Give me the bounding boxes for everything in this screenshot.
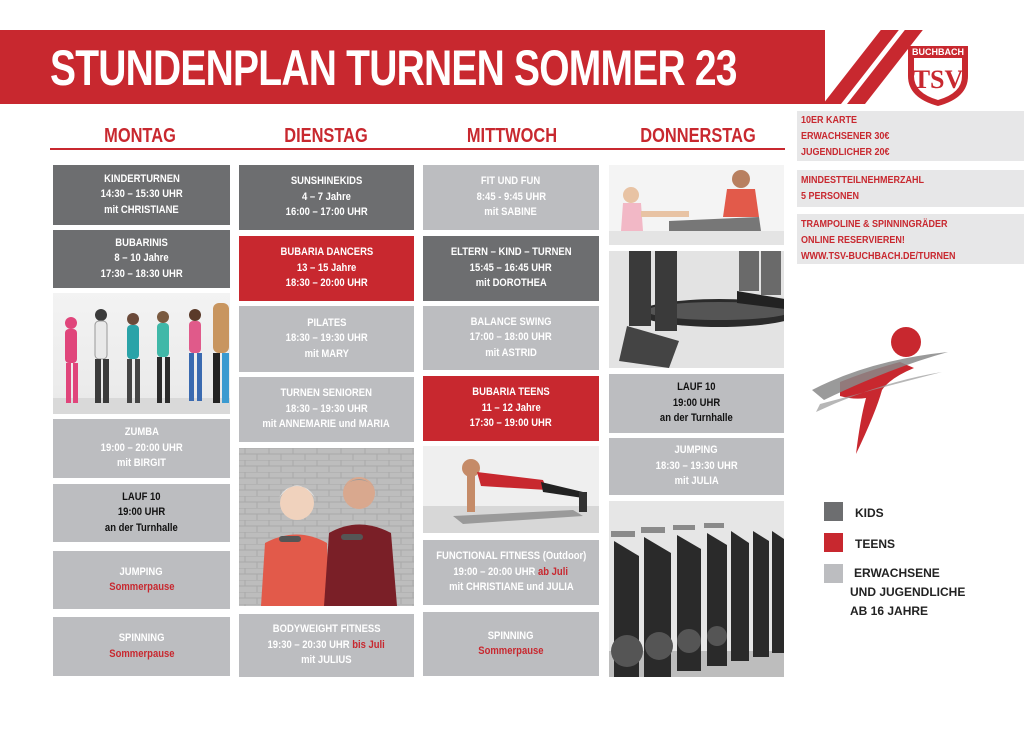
class-turnen-senioren: TURNEN SENIOREN 18:30 – 19:30 UHR mit ANNEMARIE und MARIA	[239, 377, 414, 442]
runner-figure	[810, 320, 950, 460]
legend-teens-swatch	[824, 533, 843, 552]
stretching-photo	[609, 165, 784, 245]
class-sunshinekids: SUNSHINEKIDS 4 – 7 Jahre 16:00 – 17:00 UHR	[239, 165, 414, 230]
seniors-photo	[239, 448, 414, 606]
class-balance-swing: BALANCE SWING 17:00 – 18:00 UHR mit ASTRID	[423, 306, 599, 370]
class-lauf10-monday: LAUF 10 19:00 UHR an der Turnhalle	[53, 484, 230, 542]
class-jumping-monday: JUMPING Sommerpause	[53, 551, 230, 609]
day-monday: MONTAG	[104, 125, 176, 147]
day-wednesday: MITTWOCH	[466, 125, 558, 147]
legend-adults-label: ERWACHSENE UND JUGENDLICHE AB 16 JAHRE	[850, 566, 966, 618]
tsv-logo	[903, 38, 973, 108]
class-pilates: PILATES 18:30 – 19:30 UHR mit MARY	[239, 306, 414, 372]
class-bodyweight-fitness: BODYWEIGHT FITNESS 19:30 – 20:30 UHR bis Juli mit JULIUS	[239, 614, 414, 677]
class-jumping-thursday: JUMPING 18:30 – 19:30 UHR mit JULIA	[609, 438, 784, 495]
class-kinderturnen: KINDERTURNEN 14:30 – 15:30 UHR mit CHRISTIANE	[53, 165, 230, 225]
logo-monogram: TSV	[912, 65, 964, 94]
info-card-prices: 10ER KARTE ERWACHSENER 30€ JUGENDLICHER 20€	[797, 111, 1024, 161]
spinning-bikes-photo	[609, 501, 784, 677]
class-zumba: ZUMBA 19:00 – 20:00 UHR mit BIRGIT	[53, 419, 230, 478]
day-divider	[50, 148, 785, 150]
class-bubarinis: BUBARINIS 8 – 10 Jahre 17:30 – 18:30 UHR	[53, 230, 230, 288]
class-bubaria-dancers: BUBARIA DANCERS 13 – 15 Jahre 18:30 – 20:00 UHR	[239, 236, 414, 301]
class-lauf10-thursday: LAUF 10 19:00 UHR an der Turnhalle	[609, 374, 784, 433]
class-spinning-monday: SPINNING Sommerpause	[53, 617, 230, 676]
legend-adults-swatch	[824, 564, 843, 583]
legend-kids-swatch	[824, 502, 843, 521]
trampoline-photo	[609, 251, 784, 368]
legend-teens-label: TEENS	[855, 537, 896, 551]
plank-photo	[423, 446, 599, 533]
class-fit-und-fun: FIT UND FUN 8:45 - 9:45 UHR mit SABINE	[423, 165, 599, 230]
info-online-reservation: TRAMPOLINE & SPINNINGRÄDER ONLINE RESERVIEREN! WWW.TSV-BUCHBACH.DE/TURNEN	[797, 214, 1024, 264]
class-bubaria-teens: BUBARIA TEENS 11 – 12 Jahre 17:30 – 19:00 UHR	[423, 376, 599, 441]
class-spinning-wednesday: SPINNING Sommerpause	[423, 612, 599, 676]
zumba-photo	[53, 293, 230, 414]
day-tuesday: DIENSTAG	[284, 125, 368, 147]
info-min-participants: MINDESTTEILNEHMERZAHL 5 PERSONEN	[797, 170, 1024, 207]
logo-text: BUCHBACH	[912, 47, 964, 57]
page-title: STUNDENPLAN TURNEN SOMMER 23	[50, 40, 737, 96]
day-thursday: DONNERSTAG	[640, 125, 756, 147]
class-functional-fitness: FUNCTIONAL FITNESS (Outdoor) 19:00 – 20:00 UHR ab Juli mit CHRISTIANE und JULIA	[423, 540, 599, 605]
class-eltern-kind-turnen: ELTERN – KIND – TURNEN 15:45 – 16:45 UHR mit DOROTHEA	[423, 236, 599, 301]
legend-kids-label: KIDS	[855, 506, 884, 520]
